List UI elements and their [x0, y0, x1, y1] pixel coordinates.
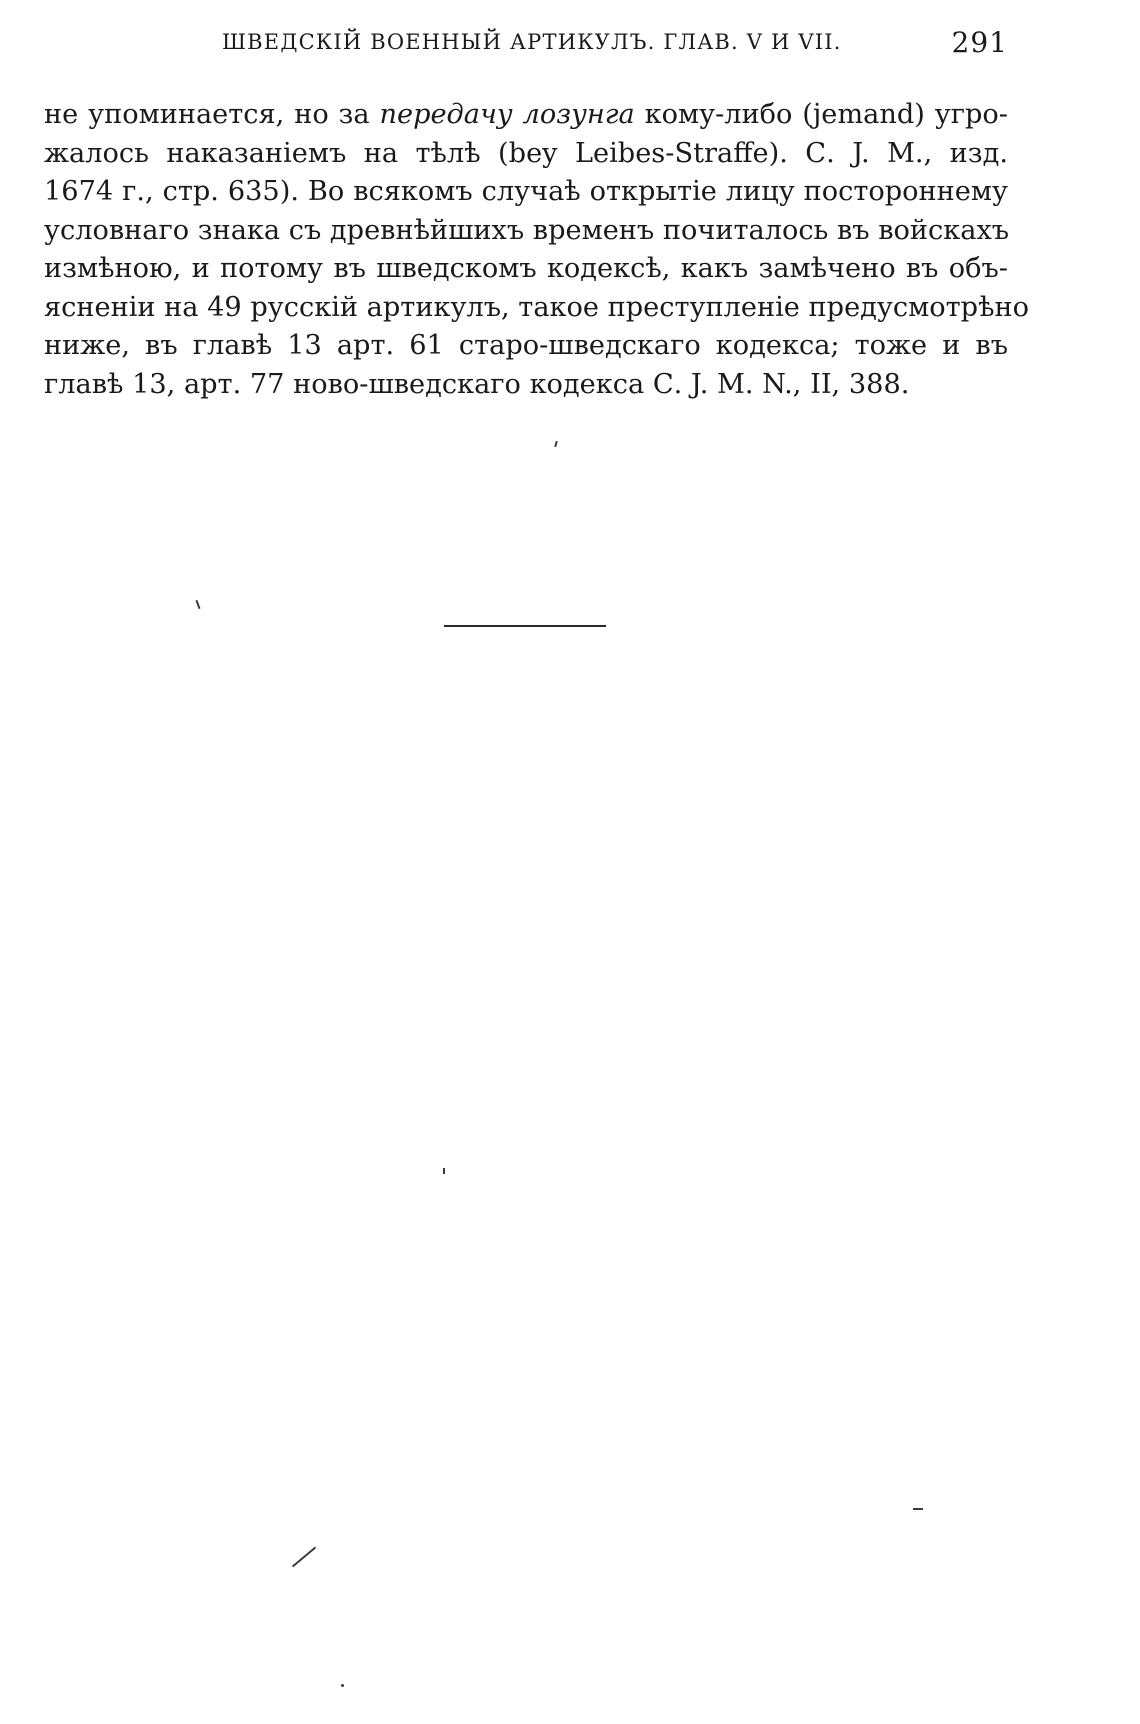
text-segment: кому-либо (jemand) угро-: [634, 99, 1008, 130]
text-line: ясненіи на 49 русскій артикулъ, такое преступленіе предусмотрѣно: [44, 291, 1029, 323]
text-line: условнаго знака съ древнѣйшихъ временъ почиталось въ войскахъ: [44, 214, 1010, 246]
scan-speck: [292, 1547, 316, 1568]
text-line: главѣ 13, арт. 77 ново-шведскаго кодекса С. J. M. N., II, 388.: [44, 368, 910, 400]
text-line: измѣною, и потому въ шведскомъ кодексѣ, какъ замѣчено въ объ-: [44, 253, 1008, 284]
page-number: 291: [951, 26, 1008, 59]
scan-speck: [913, 1508, 923, 1510]
text-line: жалось наказаніемъ на тѣлѣ (bey Leibes-Straffe). С. J. M., изд.: [44, 137, 1008, 169]
scan-speck: [196, 600, 201, 609]
text-line: [44, 96, 1008, 135]
running-header: [44, 26, 1008, 66]
section-end-rule: [444, 625, 606, 627]
running-header-title: ШВЕДСКІЙ ВОЕННЫЙ АРТИКУЛЪ. ГЛАВ. V И VII.: [222, 30, 842, 54]
text-segment: не упоминается, но за: [44, 99, 380, 130]
text-line: 1674 г., стр. 635). Во всякомъ случаѣ открытіе лицу постороннему: [44, 176, 1008, 207]
scan-speck: [341, 1684, 344, 1687]
scan-speck: [443, 1168, 445, 1174]
scan-speck: [554, 441, 557, 447]
italic-term: передачу лозунга: [379, 99, 635, 130]
text-line: ниже, въ главѣ 13 арт. 61 старо-шведскаго кодекса; тоже и въ: [44, 330, 1008, 361]
body-paragraph: [44, 96, 1029, 404]
